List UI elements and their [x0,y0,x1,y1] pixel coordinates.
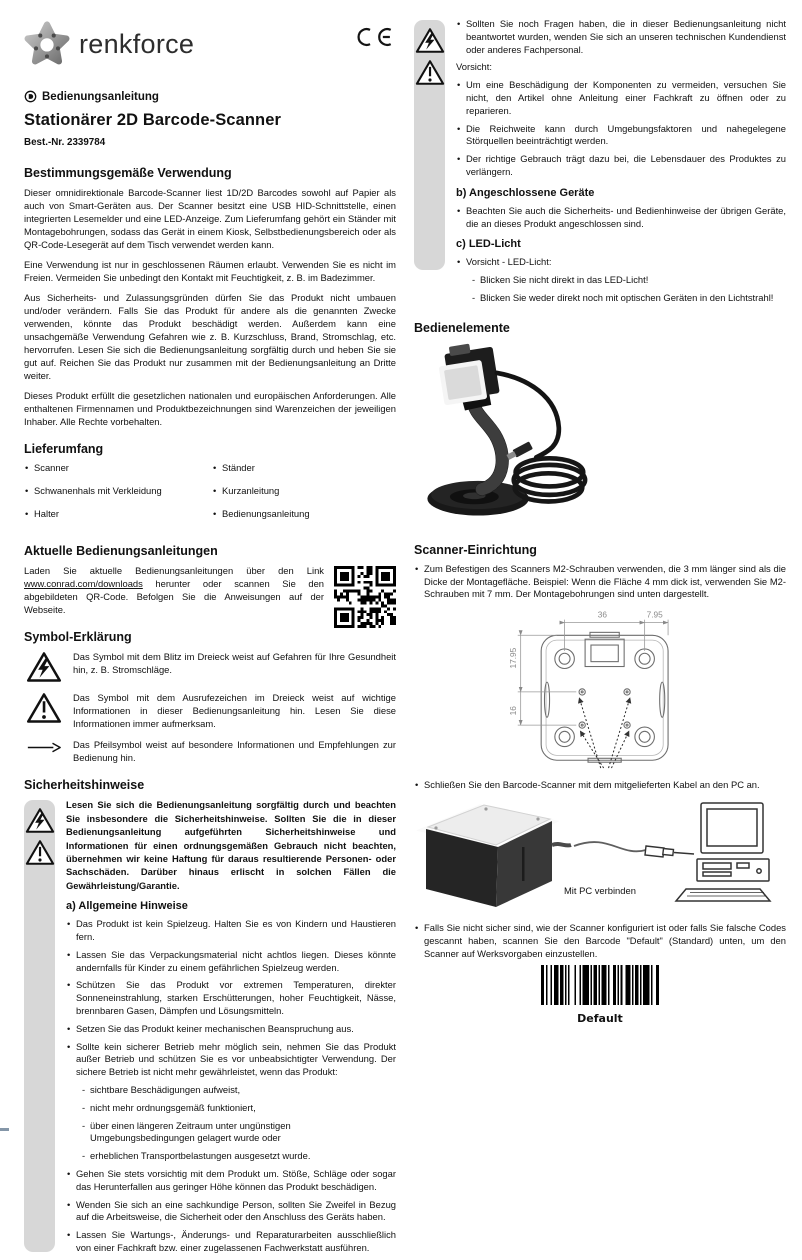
dim-label: 36 [597,609,608,620]
section-heading-setup: Scanner-Einrichtung [414,542,537,557]
arrow-icon [24,738,64,753]
doc-type-label: Bedienungsanleitung [42,90,159,103]
list-item: • Bedienungsanleitung [212,508,396,521]
symbol-text: Das Pfeilsymbol weist auf besondere Informationen und Empfehlungen zur Bedienung hin. [73,739,396,764]
ce-mark-icon [356,26,394,53]
safety-bullet: • Lassen Sie das Verpackungsmaterial nicht achtlos liegen. Dieses könnte andernfalls für Kinder zu einem gefährlichen Spielzeug werden. [66,949,396,975]
safety-subitem: - sichtbare Beschädigungen aufweist, [66,1084,396,1097]
safety-bullet: • Um eine Beschädigung der Komponenten zu vermeiden, versuchen Sie nicht, den Artikel ohne Anleitung einer Fachkraft zu öffnen oder zu reparieren. [456,79,786,117]
safety-bullet: • Vorsicht - LED-Licht: [456,256,786,269]
paragraph: Dieser omnidirektionale Barcode-Scanner liest 1D/2D Barcodes sowohl auf Papier als auch von Smart-Geräten aus. Der Scanner besitzt eine USB HID-Schnittstelle, einen integrierten Lesemelder und eine LED-Anzeige. Zum Lieferumfang gehört ein Ständer mit Montagebohrungen, sodass das Gerät in einem Kiosk, Selbstbedienungsbereich oder als QR-Code-Lesegerät auf dem Tisch verwendet werden kann. [24,187,396,250]
section-heading-symbols: Symbol-Erklärung [24,630,132,645]
safety-sidebar [414,20,445,270]
paragraph: Eine Verwendung ist nur in geschlossenen Räumen erlaubt. Verwenden Sie es nicht im Freien. Vermeiden Sie unbedingt den Kontakt mit Feuchtigkeit, z. B. im Badezimmer. [24,259,396,283]
symbol-text: Das Symbol mit dem Ausrufezeichen im Dreieck weist auf wichtige Informationen in dieser Bedienungsanleitung hin. Lesen Sie diese Informationen immer aufmerksam. [73,692,396,730]
page-title: Stationärer 2D Barcode-Scanner [24,111,282,129]
pc-connection-illustration [414,797,786,914]
exclamation-triangle-icon [24,691,64,724]
barcode-label: Default [577,1012,623,1026]
qr-code [334,566,396,633]
safety-block [24,798,396,1254]
safety-bullet: • Gehen Sie stets vorsichtig mit dem Produkt um. Stöße, Schläge oder sogar das Herunterfallen aus geringer Höhe können das Produkt beschädigen. [66,1168,396,1194]
safety-subitem: - erheblichen Transportbelastungen ausgesetzt wurde. [66,1150,396,1163]
renkforce-star-logo-icon [24,20,70,68]
safety-sidebar [24,800,55,1251]
section-heading-manuals: Aktuelle Bedienungsanleitungen [24,544,218,559]
section-heading-intended-use: Bestimmungsgemäße Verwendung [24,166,232,180]
caution-label: Vorsicht: [456,61,492,73]
safety-bullet: • Der richtige Gebrauch trägt dazu bei, die Lebensdauer des Produktes zu verlängern. [456,153,786,179]
doc-type-row [24,90,396,103]
symbol-row [24,738,396,764]
safety-bullet: • Setzen Sie das Produkt keiner mechanischen Beanspruchung aus. [66,1023,396,1036]
symbol-row [24,691,396,730]
list-item: • Scanner [24,462,212,475]
order-number: Best.-Nr. 2339784 [24,137,106,148]
delivery-list [24,462,396,530]
safety-bullet: • Wenden Sie sich an eine sachkundige Person, sollten Sie Zweifel in Bezug auf die Arbeitsweise, die Sicherheit oder den Anschluss des Geräts haben. [66,1199,396,1225]
safety-continued-block [414,18,786,305]
subsection-heading-c: c) LED-Licht [456,238,521,251]
setup-bullet: • Schließen Sie den Barcode-Scanner mit dem mitgelieferten Kabel an den PC an. [414,779,786,792]
mounting-drawing [492,606,786,775]
manuals-text-1: Laden Sie aktuelle Bedienungsanleitungen über den Link [24,565,324,577]
page-corner-mark [0,1128,9,1131]
safety-subitem: - Blicken Sie nicht direkt in das LED-Licht! [456,274,786,287]
brand-name: renkforce [79,28,195,59]
setup-bullet: • Falls Sie nicht sicher sind, wie der Scanner konfiguriert ist oder falls Sie falsche Codes gescannt haben, scannen Sie den Barcode "Default" (Standard) unten, um den Scanner auf Werksvorgaben einzustellen. [414,922,786,960]
safety-bullet: • Schützen Sie das Produkt vor extremen Temperaturen, direkter Sonneneinstrahlung, starken Erschütterungen, hoher Feuchtigkeit, Nässe, brennbaren Gasen, Dämpfen und Lösungsmitteln. [66,979,396,1017]
safety-bullet: • Beachten Sie auch die Sicherheits- und Bedienhinweise der übrigen Geräte, die an dieses Produkt angeschlossen sind. [456,205,786,231]
manuals-text-2: herunter oder scannen Sie den abgebildeten QR-Code. Befolgen Sie die Anweisungen auf der Webseite. [24,578,324,616]
product-photo-scanner-stand [416,341,604,524]
safety-intro: Lesen Sie sich die Bedienungsanleitung sorgfältig durch und beachten Sie insbesondere die Sicherheitshinweise. Sollten Sie die in dieser Bedienungsanleitung aufgeführten Sicherheitshinweise und Informationen für einen ordnungsgemäßen Gebrauch nicht beachten, übernehmen wir keine Haftung für daraus resultierende Personen- oder Sachschäden. Darüber hinaus erlischt in solchen Fällen die Gewährleistung/Garantie. [66,799,396,891]
header [24,0,396,76]
safety-bullet: • Das Produkt ist kein Spielzeug. Halten Sie es von Kindern und Haustieren fern. [66,918,396,944]
manuals-block [24,564,396,616]
paragraph: Aus Sicherheits- und Zulassungsgründen dürfen Sie das Produkt nicht umbauen und/oder verändern. Falls Sie das Produkt für andere als die genannten Zwecke verwenden, könnte das Produkt beschädigt werden. Außerdem kann eine unsachgemäße Verwendung Gefahren wie z. B. Kurzschluss, Brand, Stromschlag, etc. hervorrufen. Lesen Sie sich die Bedienungsanleitung sorgfältig durch und heben Sie sie gut auf. Reichen Sie das Produkt nur zusammen mit der Bedienungsanleitung an Dritte weiter. [24,292,396,381]
subsection-heading-a: a) Allgemeine Hinweise [66,900,188,913]
dim-label: 16 [507,706,518,716]
safety-bullet: • Lassen Sie Wartungs-, Änderungs- und Reparaturarbeiten ausschließlich von einer Fachkraft bzw. einer zugelassenen Fachwerkstatt ausführen. [66,1229,396,1255]
subsection-heading-b: b) Angeschlossene Geräte [456,186,595,199]
list-item: • Kurzanleitung [212,485,396,498]
list-item: • Ständer [212,462,396,475]
left-column [24,0,396,1260]
exclamation-triangle-icon [415,59,445,86]
safety-subitem: - über einen längeren Zeitraum unter ungünstigen Umgebungsbedingungen gelagert wurde oder [66,1120,396,1146]
exclamation-triangle-icon [25,839,55,866]
downloads-link[interactable]: www.conrad.com/downloads [24,578,143,590]
dim-label: 7.95 [646,609,663,620]
safety-subitem: - Blicken Sie weder direkt noch mit optischen Geräten in den Lichtstrahl! [456,292,786,305]
dim-label: 17.95 [507,647,518,669]
safety-bullet: • Die Reichweite kann durch Umgebungsfaktoren und nahegelegene Störquellen beeinträchtigt werden. [456,123,786,149]
safety-bullet: • Sollten Sie noch Fragen haben, die in dieser Bedienungsanleitung nicht beantwortet wurden, wenden Sie sich an unseren technischen Kundendienst oder anderes Fachpersonal. [456,18,786,56]
paragraph: Dieses Produkt erfüllt die gesetzlichen nationalen und europäischen Anforderungen. Alle enthaltenen Firmennamen und Produktbezeichnungen sind Warenzeichen der jeweiligen Inhaber. Alle Rechte vorbehalten. [24,390,396,427]
list-item: • Halter [24,508,212,521]
lightning-triangle-icon [25,807,55,834]
setup-bullet: • Zum Befestigen des Scanners M2-Schrauben verwenden, die 3 mm länger sind als die Dicke der Montagefläche. Beispiel: Wenn die Fläche 4 mm dick ist, verwenden Sie M2-Schrauben mit 7 mm. Der Montagebohrungen sind unten dargestellt. [414,563,786,601]
list-item: • Schwanenhals mit Verkleidung [24,485,212,498]
pc-caption: Mit PC verbinden [564,884,636,896]
manual-icon [24,90,37,103]
symbol-row [24,650,396,683]
lightning-triangle-icon [24,650,64,683]
section-heading-safety: Sicherheitshinweise [24,778,145,793]
symbol-text: Das Symbol mit dem Blitz im Dreieck weist auf Gefahren für Ihre Gesundheit hin, z. B. Stromschläge. [73,651,396,676]
lightning-triangle-icon [415,27,445,54]
default-barcode [414,965,786,1025]
safety-bullet: • Sollte kein sicherer Betrieb mehr möglich sein, nehmen Sie das Produkt außer Betrieb und schützen Sie es vor unbeabsichtigter Verwendung. Der sichere Betrieb ist nicht mehr gewährleistet, wenn das Produkt: [66,1041,396,1079]
section-heading-controls: Bedienelemente [414,320,510,335]
safety-subitem: - nicht mehr ordnungsgemäß funktioniert, [66,1102,396,1115]
section-heading-delivery: Lieferumfang [24,442,104,456]
right-column [414,0,786,1025]
